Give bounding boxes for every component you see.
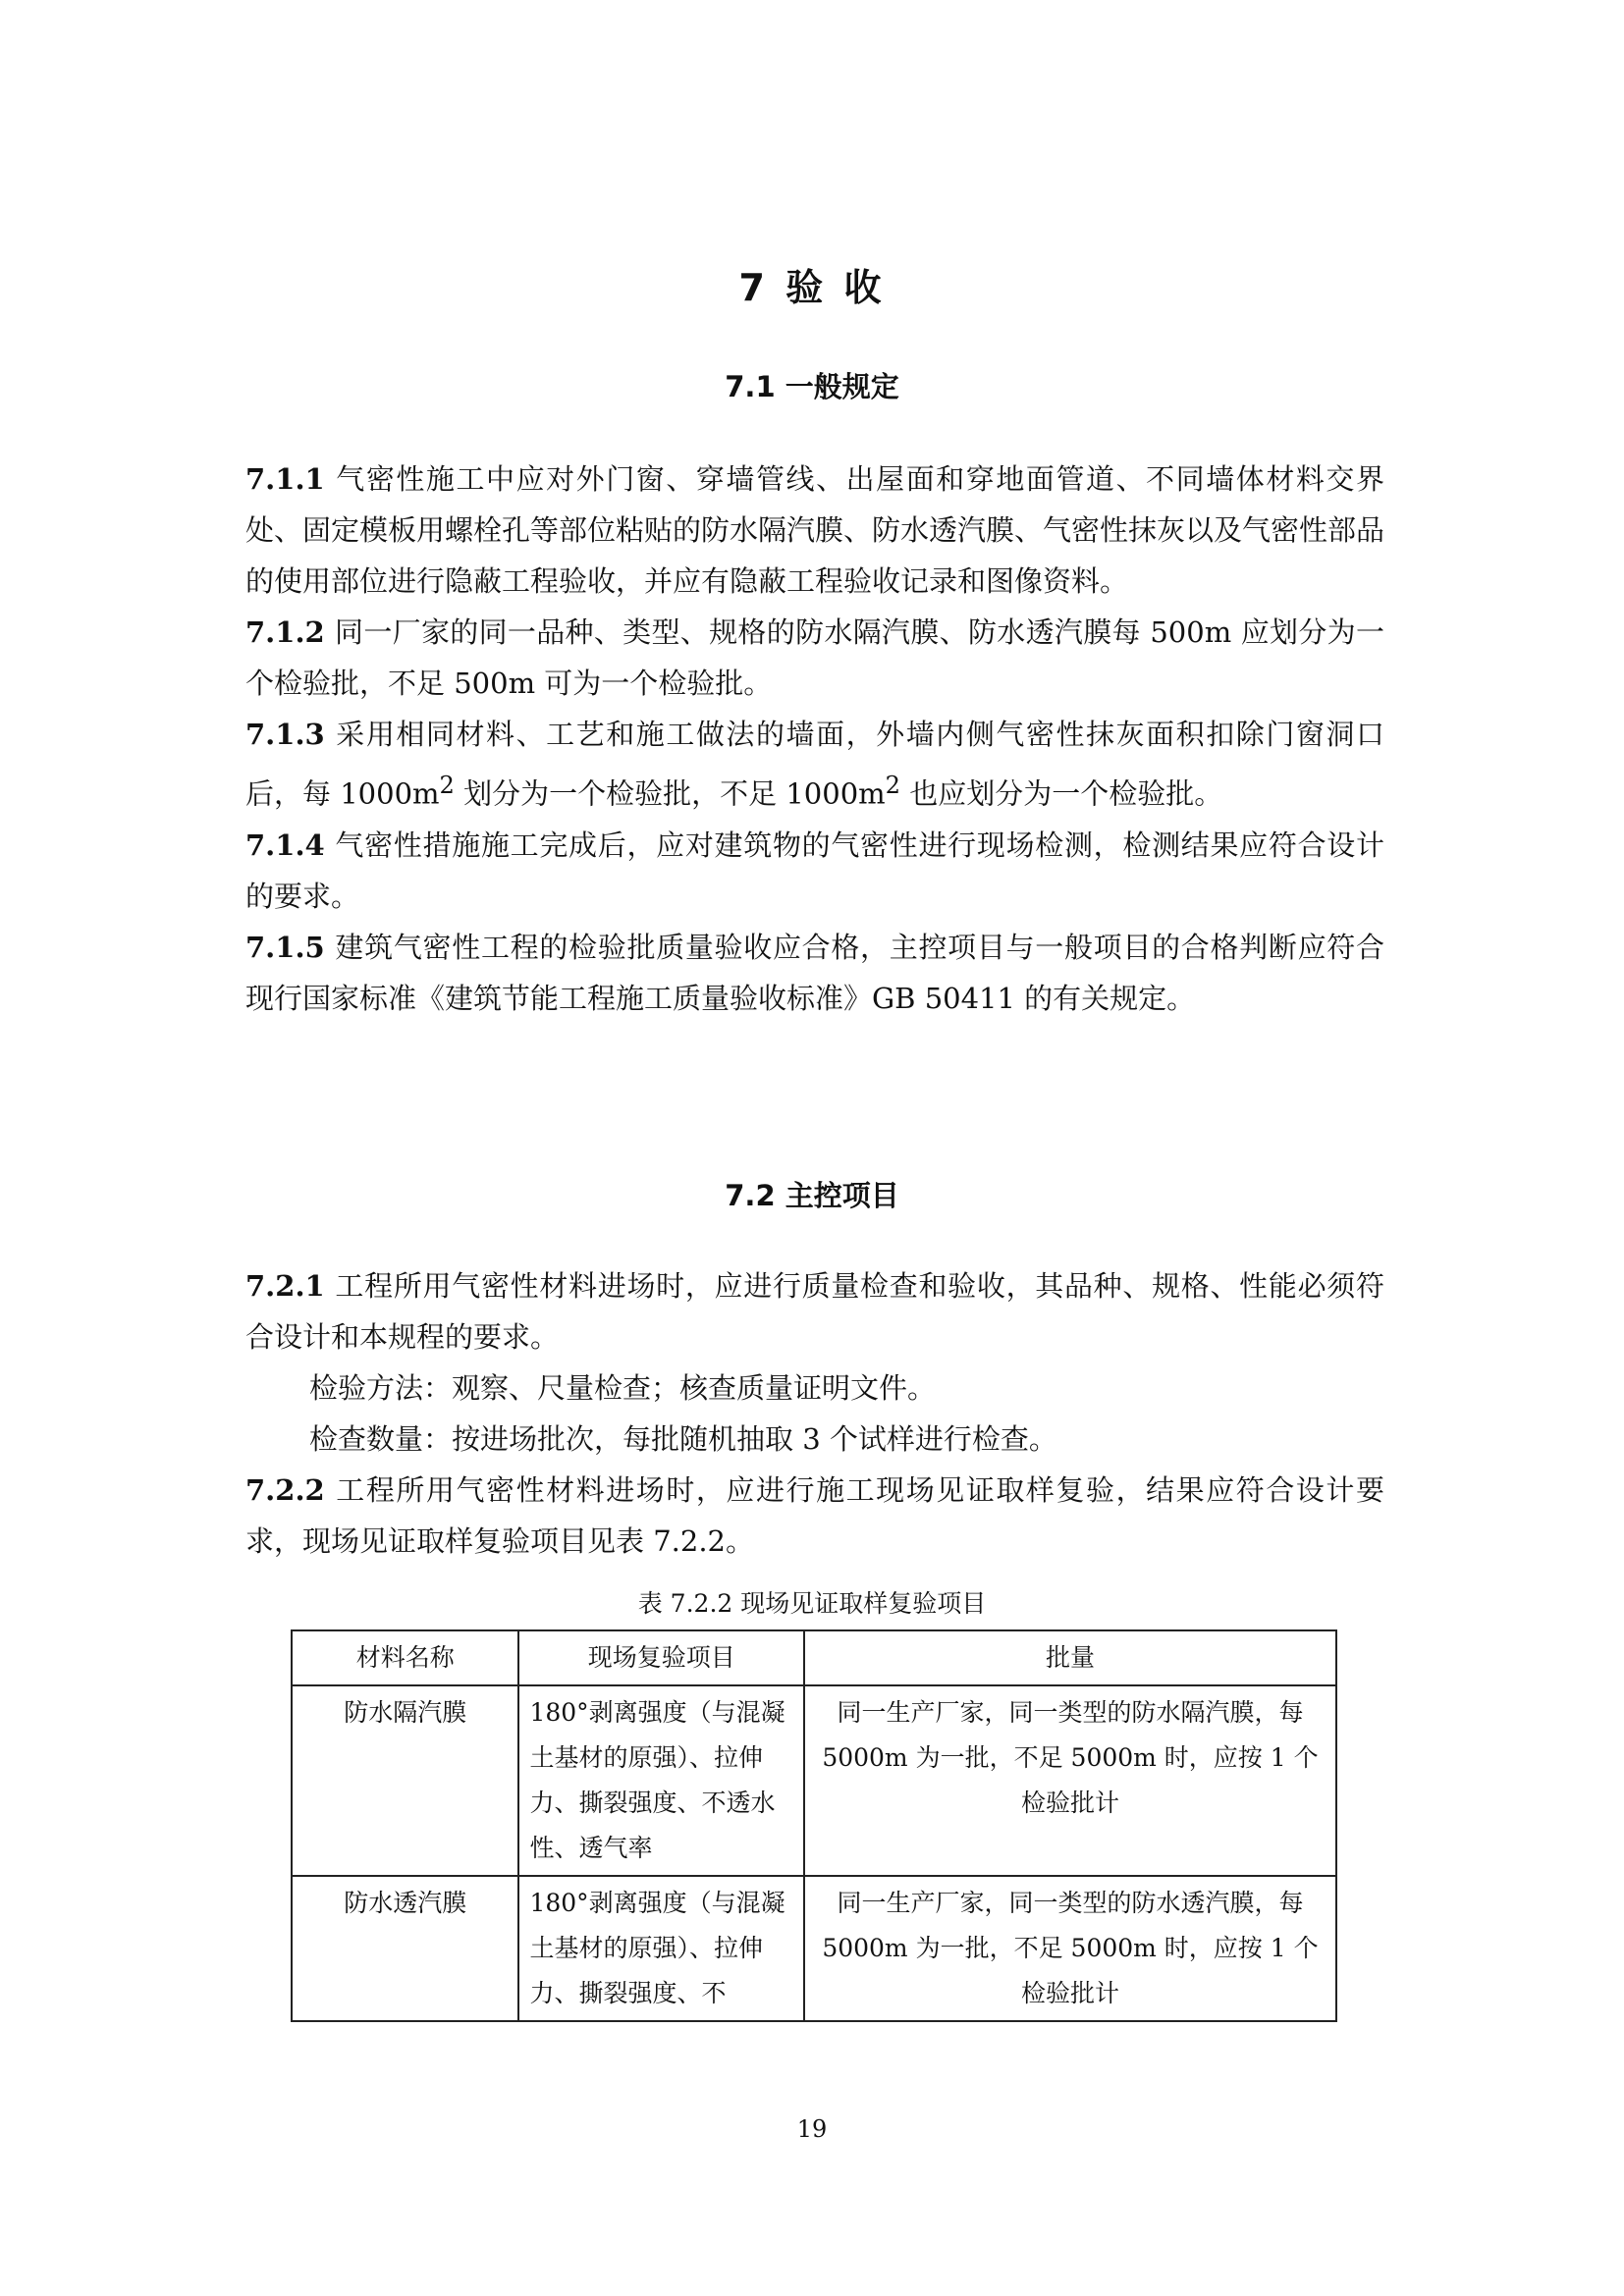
inspection-method: 检验方法：观察、尺量检查；核查质量证明文件。 bbox=[309, 1371, 937, 1405]
clause-text-part-b: 划分为一个检验批，不足 1000m bbox=[454, 776, 886, 811]
page-number: 19 bbox=[796, 2115, 828, 2143]
inspection-quantity: 检查数量：按进场批次，每批随机抽取 3 个试样进行检查。 bbox=[309, 1422, 1057, 1456]
clause-text: 工程所用气密性材料进场时，应进行施工现场见证取样复验，结果应符合设计要求，现场见证取样复验项目见表 7.2.2。 bbox=[245, 1473, 1384, 1558]
table-header-row bbox=[292, 1630, 1336, 1685]
column-header-review-items: 现场复验项目 bbox=[518, 1630, 803, 1685]
clause-7-1-5 bbox=[245, 922, 1384, 1024]
clause-number: 7.1.3 bbox=[245, 718, 325, 751]
table-row bbox=[292, 1876, 1336, 2021]
clause-text-part-c: 也应划分为一个检验批。 bbox=[900, 776, 1223, 811]
cell-material-name: 防水透汽膜 bbox=[292, 1876, 518, 2021]
clause-text: 工程所用气密性材料进场时，应进行质量检查和验收，其品种、规格、性能必须符合设计和本规程的要求。 bbox=[245, 1269, 1384, 1354]
clause-number: 7.1.2 bbox=[245, 615, 325, 649]
clause-7-1-2 bbox=[245, 607, 1384, 709]
clause-7-2-1 bbox=[245, 1260, 1384, 1362]
cell-batch: 同一生产厂家，同一类型的防水透汽膜，每 5000m 为一批，不足 5000m 时，应按 1 个检验批计 bbox=[804, 1876, 1336, 2021]
cell-review-items: 180°剥离强度（与混凝土基材的原强）、拉伸力、撕裂强度、不 bbox=[518, 1876, 803, 2021]
section-7-1-body bbox=[245, 454, 1384, 1024]
column-header-batch: 批量 bbox=[804, 1630, 1336, 1685]
superscript: 2 bbox=[885, 772, 901, 799]
clause-text-part-a: 采用相同材料、工艺和施工做法的墙面，外墙内侧气密性抹灰面积扣除门窗洞口后，每 1000m bbox=[245, 718, 1384, 811]
clause-number: 7.2.1 bbox=[245, 1269, 325, 1303]
table-row bbox=[292, 1685, 1336, 1876]
section-title-7-1: 7.1 一般规定 bbox=[725, 370, 899, 403]
clause-7-1-4 bbox=[245, 820, 1384, 922]
clause-7-2-2 bbox=[245, 1465, 1384, 1567]
clause-number: 7.1.4 bbox=[245, 828, 325, 862]
section-title-7-2: 7.2 主控项目 bbox=[725, 1179, 899, 1212]
table-caption: 表 7.2.2 现场见证取样复验项目 bbox=[637, 1589, 987, 1618]
clause-number: 7.1.5 bbox=[245, 930, 325, 964]
column-header-material: 材料名称 bbox=[292, 1630, 518, 1685]
cell-material-name: 防水隔汽膜 bbox=[292, 1685, 518, 1876]
section-7-2-body bbox=[245, 1260, 1384, 1567]
clause-text: 气密性施工中应对外门窗、穿墙管线、出屋面和穿地面管道、不同墙体材料交界处、固定模板用螺栓孔等部位粘贴的防水隔汽膜、防水透汽膜、气密性抹灰以及气密性部品的使用部位进行隐蔽工程验收，并应有隐蔽工程验收记录和图像资料。 bbox=[245, 462, 1385, 598]
cell-batch: 同一生产厂家，同一类型的防水隔汽膜，每 5000m 为一批，不足 5000m 时，应按 1 个检验批计 bbox=[804, 1685, 1336, 1876]
cell-review-items: 180°剥离强度（与混凝土基材的原强）、拉伸力、撕裂强度、不透水性、透气率 bbox=[518, 1685, 803, 1876]
clause-text: 同一厂家的同一品种、类型、规格的防水隔汽膜、防水透汽膜每 500m 应划分为一个检验批，不足 500m 可为一个检验批。 bbox=[245, 615, 1384, 700]
clause-number: 7.1.1 bbox=[245, 462, 325, 496]
clause-number: 7.2.2 bbox=[245, 1473, 325, 1507]
chapter-title: 7 验 收 bbox=[738, 266, 886, 309]
clause-text: 气密性措施施工完成后，应对建筑物的气密性进行现场检测，检测结果应符合设计的要求。 bbox=[245, 828, 1384, 913]
clause-7-1-1 bbox=[245, 454, 1384, 607]
clause-text: 建筑气密性工程的检验批质量验收应合格，主控项目与一般项目的合格判断应符合现行国家标准《建筑节能工程施工质量验收标准》GB 50411 的有关规定。 bbox=[245, 930, 1384, 1015]
review-items-table bbox=[291, 1629, 1337, 2022]
clause-7-1-3 bbox=[245, 709, 1384, 820]
superscript: 2 bbox=[439, 772, 455, 799]
